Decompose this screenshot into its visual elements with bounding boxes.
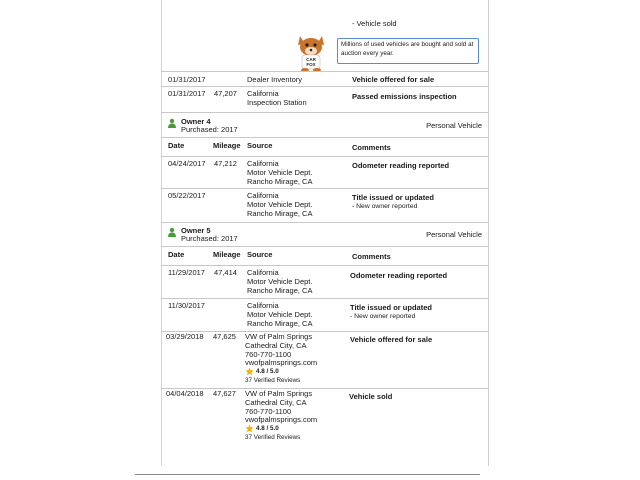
row-comment: Odometer reading reported xyxy=(352,161,450,170)
col-mileage: Mileage xyxy=(213,250,241,259)
owner-purchased: Purchased: 2017 xyxy=(181,125,238,134)
row-source: California xyxy=(247,301,279,310)
row-date: 03/29/2018 xyxy=(166,332,204,341)
row-source: Motor Vehicle Dept. xyxy=(247,200,313,209)
owner-4-header xyxy=(161,115,488,139)
page-border xyxy=(488,0,489,466)
auction-tip-callout: Millions of used vehicles are bought and sold at auction every year. xyxy=(337,38,479,64)
dealer-rating: 4.8 / 5.0 xyxy=(256,368,279,375)
owner-title: Owner 4 xyxy=(181,117,211,126)
row-source: 760-770-1100 xyxy=(245,350,292,359)
row-mileage: 47,627 xyxy=(213,389,236,398)
divider xyxy=(161,331,488,332)
row-comment: Odometer reading reported xyxy=(350,271,448,280)
owner-vehicle-type: Personal Vehicle xyxy=(426,121,482,130)
dealer-rating: 4.8 / 5.0 xyxy=(256,425,279,432)
row-source: Cathedral City, CA xyxy=(245,398,307,407)
row-source: Rancho Mirage, CA xyxy=(247,177,313,186)
col-comments: Comments xyxy=(352,143,391,152)
col-source: Source xyxy=(247,141,273,150)
row-source: California xyxy=(247,89,279,98)
row-source: VW of Palm Springs xyxy=(245,332,313,341)
row-date: 05/22/2017 xyxy=(168,191,206,200)
divider xyxy=(161,298,488,299)
row-comment: Vehicle offered for sale xyxy=(350,335,433,344)
col-comments: Comments xyxy=(352,252,391,261)
col-date: Date xyxy=(168,250,185,259)
row-date: 01/31/2017 xyxy=(168,75,206,84)
dealer-reviews-link[interactable]: 37 Verified Reviews xyxy=(245,377,301,384)
divider xyxy=(161,86,488,87)
row-source: Rancho Mirage, CA xyxy=(247,286,313,295)
svg-text:FOX: FOX xyxy=(306,62,316,67)
row-date: 04/24/2017 xyxy=(168,159,206,168)
divider xyxy=(161,265,488,266)
row-source: VW of Palm Springs xyxy=(245,389,313,398)
owner-title: Owner 5 xyxy=(181,226,211,235)
divider xyxy=(161,222,488,223)
row-source: California xyxy=(247,191,279,200)
row-note: - New owner reported xyxy=(352,203,418,210)
owner-5-header xyxy=(161,224,488,248)
row-source: Rancho Mirage, CA xyxy=(247,319,313,328)
person-icon xyxy=(167,227,177,237)
row-comment: Passed emissions inspection xyxy=(352,92,457,101)
row-mileage: 47,207 xyxy=(214,89,237,98)
row-source: Rancho Mirage, CA xyxy=(247,209,313,218)
row-source: Cathedral City, CA xyxy=(245,341,307,350)
svg-text:CAR: CAR xyxy=(306,57,316,62)
divider xyxy=(161,156,488,157)
row-date: 01/31/2017 xyxy=(168,89,206,98)
row-source: 760-770-1100 xyxy=(245,407,292,416)
dealer-website-link[interactable]: vwofpalmsprings.com xyxy=(245,415,318,424)
dealer-website-link[interactable]: vwofpalmsprings.com xyxy=(245,358,318,367)
row-note: - New owner reported xyxy=(350,313,416,320)
owner-vehicle-type: Personal Vehicle xyxy=(426,230,482,239)
row-source: California xyxy=(247,268,279,277)
divider xyxy=(161,112,488,113)
row-source: Motor Vehicle Dept. xyxy=(247,168,313,177)
divider xyxy=(161,388,488,389)
dealer-reviews-link[interactable]: 37 Verified Reviews xyxy=(245,434,301,441)
note-vehicle-sold: - Vehicle sold xyxy=(352,19,397,28)
row-mileage: 47,414 xyxy=(214,268,237,277)
owner-purchased: Purchased: 2017 xyxy=(181,234,238,243)
row-source: Inspection Station xyxy=(247,98,307,107)
carfox-mascot-icon xyxy=(293,32,329,72)
row-date: 11/29/2017 xyxy=(168,268,205,277)
row-source: Dealer Inventory xyxy=(247,75,303,84)
divider xyxy=(161,188,488,189)
divider xyxy=(161,137,488,138)
row-date: 04/04/2018 xyxy=(166,389,204,398)
divider xyxy=(161,71,488,72)
col-source: Source xyxy=(247,250,273,259)
row-mileage: 47,212 xyxy=(214,159,237,168)
star-icon xyxy=(245,424,254,433)
col-mileage: Mileage xyxy=(213,141,241,150)
person-icon xyxy=(167,118,177,128)
row-mileage: 47,625 xyxy=(213,332,236,341)
row-comment: Title issued or updated xyxy=(352,193,434,202)
page-edge-line xyxy=(135,474,480,475)
row-source: Motor Vehicle Dept. xyxy=(247,277,313,286)
row-source: California xyxy=(247,159,279,168)
row-source: Motor Vehicle Dept. xyxy=(247,310,313,319)
divider xyxy=(161,246,488,247)
star-icon xyxy=(245,367,254,376)
col-date: Date xyxy=(168,141,185,150)
row-date: 11/30/2017 xyxy=(168,301,205,310)
row-comment: Vehicle sold xyxy=(349,392,393,401)
row-comment: Title issued or updated xyxy=(350,303,432,312)
row-comment: Vehicle offered for sale xyxy=(352,75,435,84)
